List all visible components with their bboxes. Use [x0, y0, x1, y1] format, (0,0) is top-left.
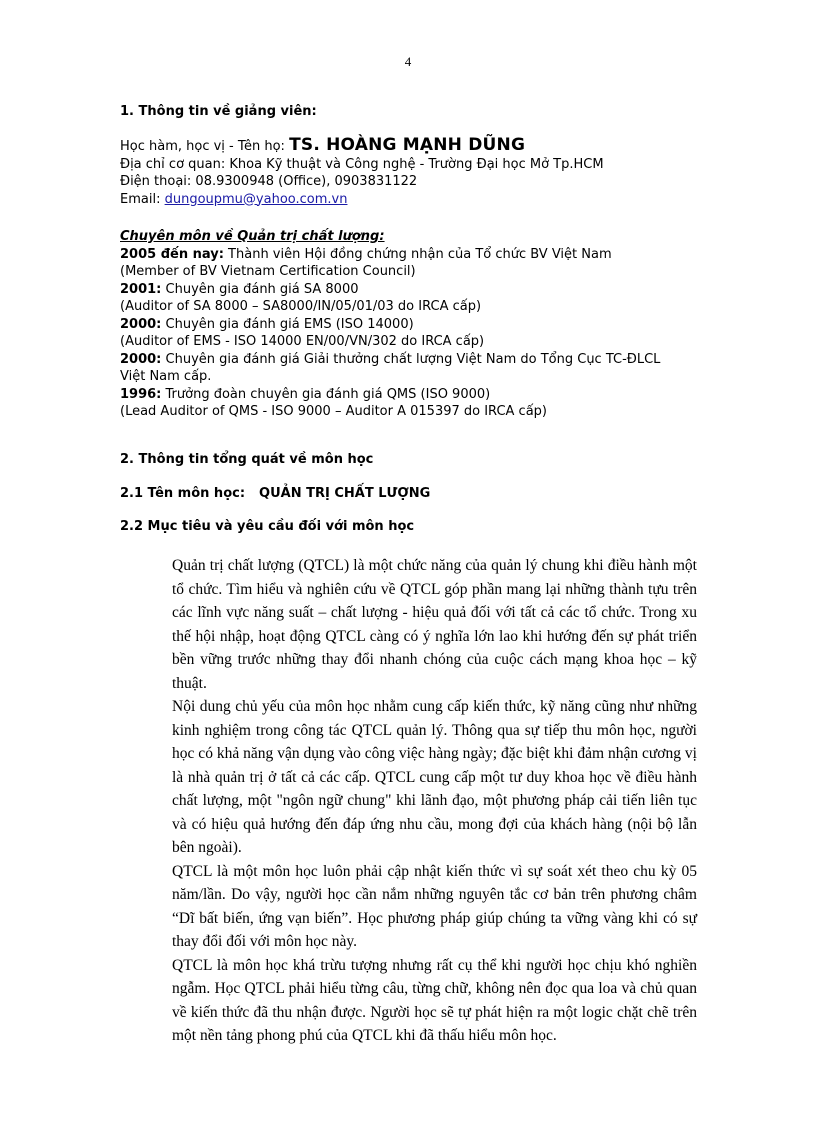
expertise-entry-sub: (Member of BV Vietnam Certification Council): [120, 264, 416, 279]
expertise-entry: 2000: Chuyên gia đánh giá EMS (ISO 14000): [120, 316, 414, 332]
paragraph: QTCL là một môn học luôn phải cập nhật kiến thức vì sự soát xét theo chu kỳ 05 năm/lần. Do vậy, người học cần nắm những nguyên tắc cơ bản trên phương châm “Dĩ bất biến, ứng vạn biến”. Học phương pháp giúp chúng ta vững vàng khi có sự thay đổi đối với môn học này.: [172, 862, 697, 950]
expertise-entry-sub: (Lead Auditor of QMS - ISO 9000 – Auditor A 015397 do IRCA cấp): [120, 404, 547, 419]
expertise-entry-sub: (Auditor of EMS - ISO 14000 EN/00/VN/302 do IRCA cấp): [120, 334, 485, 349]
name-label: Học hàm, học vị - Tên họ:: [120, 139, 290, 154]
lecturer-info: [120, 137, 710, 208]
lecturer-email-line: [120, 191, 710, 209]
email-link[interactable]: dungoupmu@yahoo.com.vn: [164, 191, 348, 207]
email-label: Email:: [120, 191, 165, 207]
expertise-entry: 1996: Trưởng đoàn chuyên gia đánh giá QMS (ISO 9000): [120, 386, 491, 402]
lecturer-address: Địa chỉ cơ quan: Khoa Kỹ thuật và Công nghệ - Trường Đại học Mở Tp.HCM: [120, 156, 604, 172]
expertise-title: Chuyên môn về Quản trị chất lượng:: [120, 229, 385, 244]
expertise-entry: 2005 đến nay: Thành viên Hội đồng chứng nhận của Tổ chức BV Việt Nam: [120, 246, 612, 262]
objectives-title: 2.2 Mục tiêu và yêu cầu đối với môn học: [120, 519, 415, 534]
paragraph: Quản trị chất lượng (QTCL) là một chức năng của quản lý chung khi điều hành một tổ chức. Tìm hiểu và nghiên cứu về QTCL góp phần mang lại những thành tựu trên các lĩnh vực năng suất – chất lượng - hiệu quả đối với tất cả các tổ chức. Trong xu thế hội nhập, hoạt động QTCL càng có ý nghĩa lớn lao khi hướng đến sự phát triển bền vững trước những thay đổi nhanh chóng của cuộc cách mạng khoa học – kỹ thuật.: [172, 557, 697, 692]
expertise-block: [120, 228, 710, 421]
lecturer-name: TS. HOÀNG MẠNH DŨNG: [289, 135, 526, 155]
paragraph: QTCL là môn học khá trừu tượng nhưng rất cụ thể khi người học chịu khó nghiền ngẫm. Học QTCL phải hiểu từng câu, từng chữ, không nên đọc qua loa và chủ quan về kiến thức đã thu nhận được. Người học sẽ tự phát hiện ra một logic chặt chẽ trên một nền tảng phong phú của QTCL khi đã thấu hiểu môn học.: [172, 956, 697, 1044]
course-name: QUẢN TRỊ CHẤT LƯỢNG: [259, 486, 431, 501]
expertise-entry: 2000: Chuyên gia đánh giá Giải thưởng chất lượng Việt Nam do Tổng Cục TC-ĐLCL: [120, 351, 661, 367]
lecturer-phone: Điện thoại: 08.9300948 (Office), 0903831122: [120, 174, 418, 189]
course-name-label: 2.1 Tên môn học:: [120, 486, 246, 501]
section1-title: 1. Thông tin về giảng viên:: [120, 104, 317, 119]
expertise-entry-sub: (Auditor of SA 8000 – SA8000/IN/05/01/03 do IRCA cấp): [120, 299, 482, 314]
expertise-entry-sub: Việt Nam cấp.: [120, 369, 212, 384]
page-number: 4: [404, 54, 412, 69]
expertise-entry: 2001: Chuyên gia đánh giá SA 8000: [120, 281, 359, 297]
section2-title: 2. Thông tin tổng quát về môn học: [120, 452, 374, 467]
objectives-body: [172, 554, 697, 1048]
paragraph: Nội dung chủ yếu của môn học nhằm cung cấp kiến thức, kỹ năng cũng như những kinh nghiệm trong công tác QTCL quản lý. Thông qua sự tiếp thu môn học, người học có khả năng vận dụng vào công việc hàng ngày; đặc biệt khi đảm nhận cương vị là nhà quản trị ở tất cả các cấp. QTCL cung cấp một tư duy khoa học về điều hành chất lượng, một "ngôn ngữ chung" khi lãnh đạo, một phương pháp cải tiến liên tục và có hiệu quả hướng đến đáp ứng nhu cầu, mong đợi của khách hàng (nội bộ lẫn bên ngoài).: [172, 698, 697, 856]
course-name-line: [120, 486, 430, 501]
lecturer-name-line: [120, 137, 710, 156]
